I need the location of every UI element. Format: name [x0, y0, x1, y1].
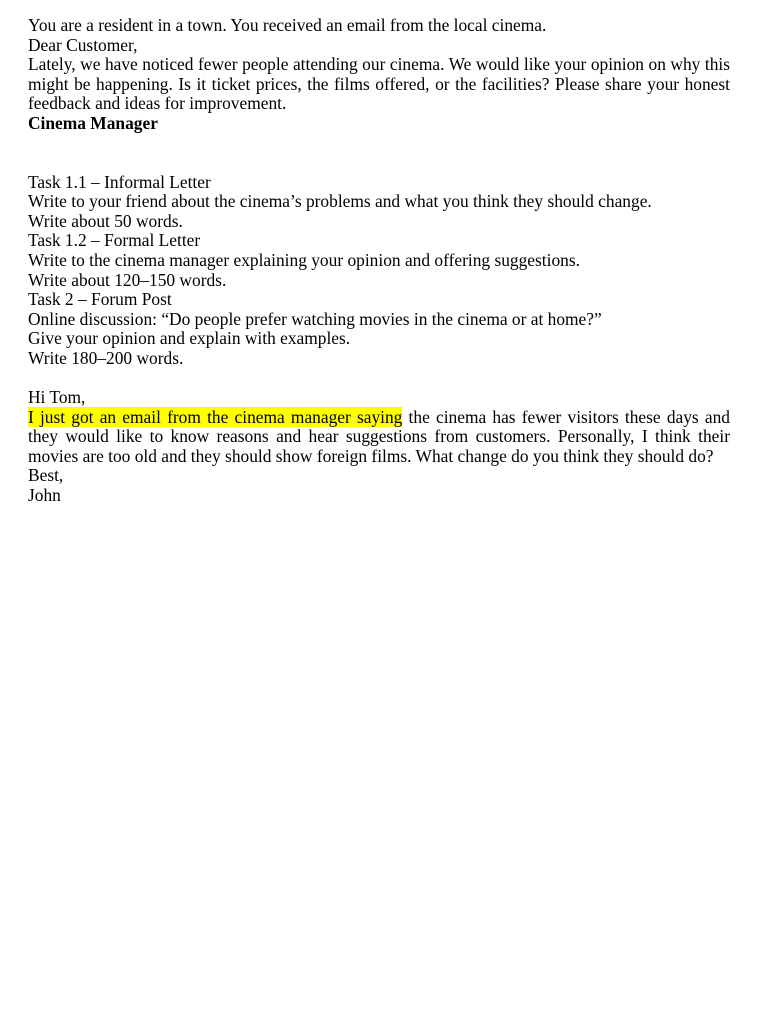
answer-greeting: Hi Tom, [28, 387, 86, 408]
task-1-1 [28, 173, 730, 232]
task-1-2 [28, 231, 730, 290]
answer-name: John [28, 485, 61, 506]
prompt-context: You are a resident in a town. You received an email from the local cinema. [28, 15, 547, 35]
task-length: Write 180–200 words. [28, 347, 184, 368]
task-2 [28, 290, 730, 368]
task-instruction: Online discussion: “Do people prefer watching movies in the cinema or at home?” [28, 308, 602, 329]
email-signature: Cinema Manager [28, 112, 158, 133]
spacer [28, 369, 730, 389]
task-instruction: Write to your friend about the cinema’s problems and what you think they should change. [28, 191, 652, 212]
task-instruction-2: Give your opinion and explain with examples. [28, 328, 351, 349]
answer-closing: Best, [28, 465, 64, 486]
spacer [28, 134, 730, 173]
task-title: Task 1.2 – Formal Letter [28, 230, 201, 251]
answer-body [28, 408, 730, 467]
task-instruction: Write to the cinema manager explaining your opinion and offering suggestions. [28, 249, 580, 270]
document-page [28, 16, 730, 506]
email-body: Lately, we have noticed fewer people attending our cinema. We would like your opinion on why this might be happening. Is it ticket prices, the films offered, or the facilities? Please share your honest feedback and ideas for improvement. [28, 54, 730, 114]
task-title: Task 1.1 – Informal Letter [28, 171, 211, 192]
task-title: Task 2 – Forum Post [28, 289, 172, 310]
answer-letter [28, 388, 730, 506]
answer-body-rest: the cinema has fewer visitors these days and they would like to know reasons and hear suggestions from customers. Personally, I think their movies are too old and they should show foreign films. What change do you think they should do? [28, 406, 730, 466]
task-length: Write about 50 words. [28, 210, 183, 231]
highlighted-text: I just got an email from the cinema manager saying [28, 406, 403, 427]
email-greeting: Dear Customer, [28, 34, 138, 55]
task-length: Write about 120–150 words. [28, 269, 227, 290]
